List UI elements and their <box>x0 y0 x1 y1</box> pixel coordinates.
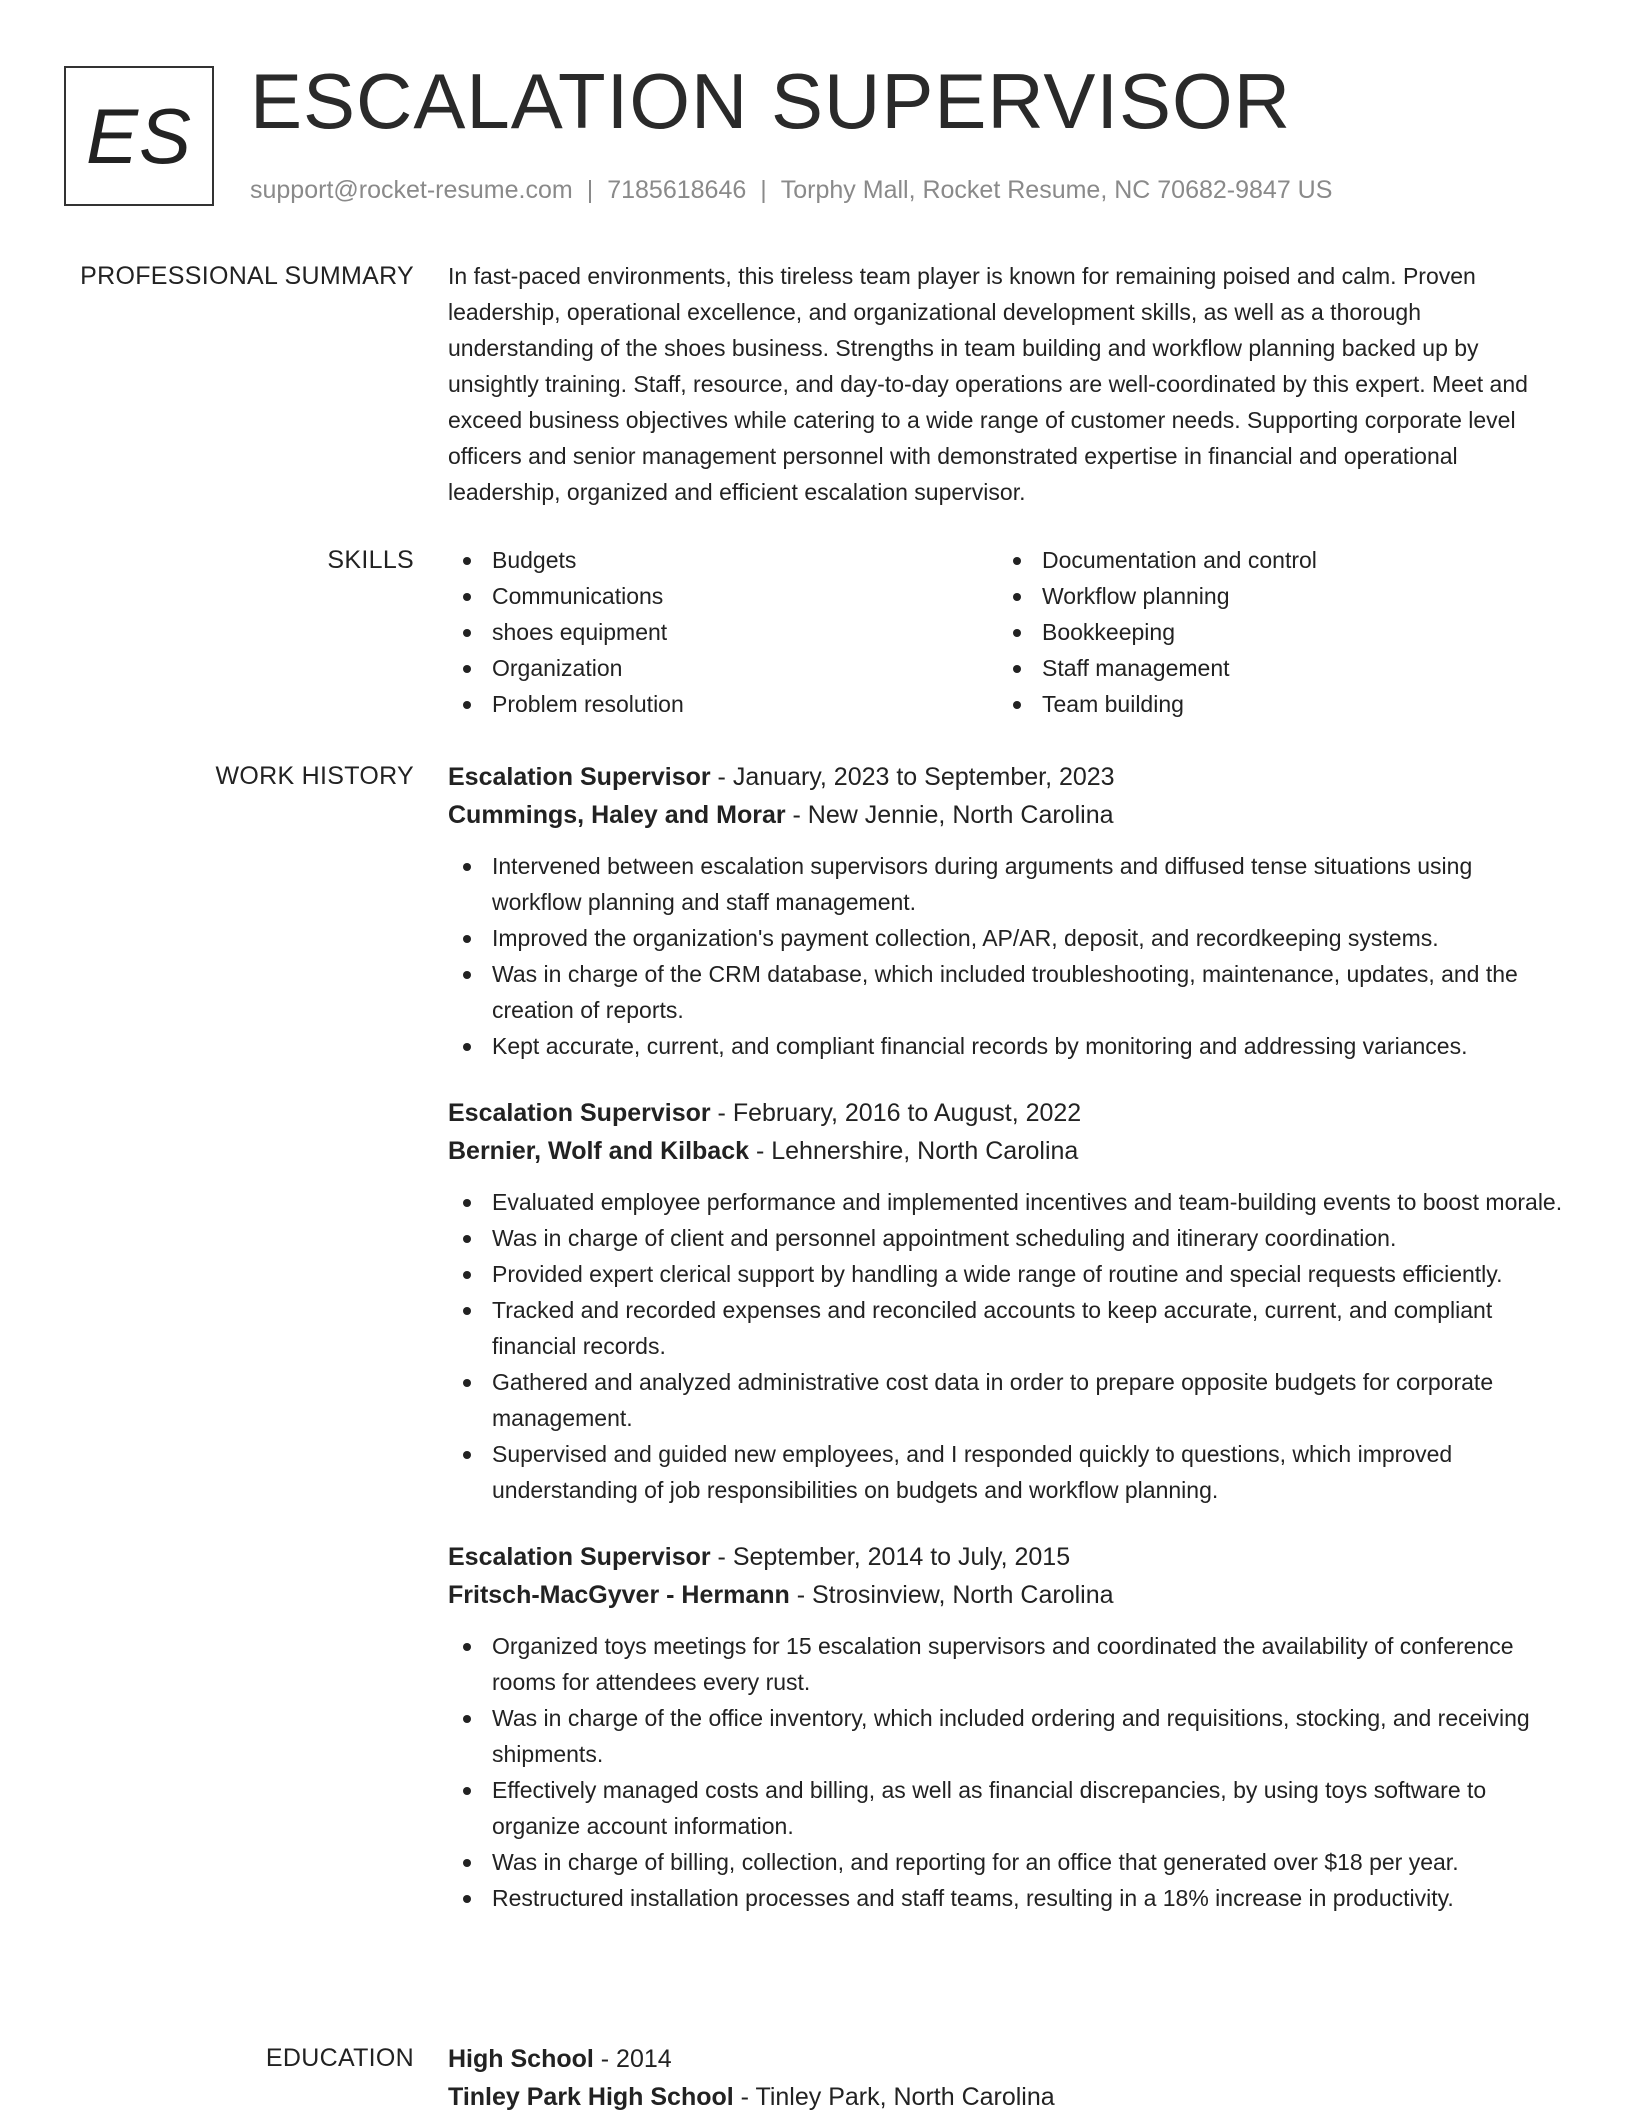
candidate-name: ESCALATION SUPERVISOR <box>250 57 1292 145</box>
job-title-line <box>448 1094 1568 1132</box>
contact-phone: 7185618646 <box>607 176 747 204</box>
job-bullet: Gathered and analyzed administrative cost data in order to prepare opposite budgets for corporate management. <box>448 1364 1568 1436</box>
job-dates: - February, 2016 to August, 2022 <box>710 1099 1082 1127</box>
skill-item: Staff management <box>998 650 1548 686</box>
skills-column-1 <box>448 542 998 722</box>
contact-separator: | <box>586 176 594 204</box>
job-company-line <box>448 1132 1568 1170</box>
job-bullet: Was in charge of client and personnel appointment scheduling and itinerary coordination. <box>448 1220 1568 1256</box>
job-bullet: Intervened between escalation supervisors during arguments and diffused tense situations using workflow planning and staff management. <box>448 848 1568 920</box>
job-role: Escalation Supervisor <box>448 1099 711 1127</box>
contact-email: support@rocket-resume.com <box>250 176 573 204</box>
job-bullets <box>448 848 1568 1064</box>
education-school: Tinley Park High School <box>448 2083 734 2111</box>
job-bullet: Restructured installation processes and staff teams, resulting in a 18% increase in productivity. <box>448 1880 1568 1916</box>
education-body <box>448 2040 1568 2116</box>
job-dates: - January, 2023 to September, 2023 <box>710 763 1115 791</box>
job-company-line <box>448 1576 1568 1614</box>
skills-list <box>448 542 1568 722</box>
job-bullet: Kept accurate, current, and compliant financial records by monitoring and addressing variances. <box>448 1028 1568 1064</box>
skills-column-2 <box>998 542 1548 722</box>
summary-body <box>448 258 1568 510</box>
skills-title: SKILLS <box>327 546 414 574</box>
skill-item: Bookkeeping <box>998 614 1548 650</box>
job-company-line <box>448 796 1568 834</box>
job-role: Escalation Supervisor <box>448 763 711 791</box>
job-bullet: Supervised and guided new employees, and I responded quickly to questions, which improved understanding of job responsibilities on budgets and workflow planning. <box>448 1436 1568 1508</box>
summary-title: PROFESSIONAL SUMMARY <box>80 262 414 290</box>
job-company: Fritsch-MacGyver - Hermann <box>448 1581 790 1609</box>
job-location: - New Jennie, North Carolina <box>785 801 1114 829</box>
skill-item: shoes equipment <box>448 614 998 650</box>
work-history-body <box>448 758 1568 1946</box>
job-company: Bernier, Wolf and Kilback <box>448 1137 750 1165</box>
job-bullet: Tracked and recorded expenses and reconciled accounts to keep accurate, current, and compliant financial records. <box>448 1292 1568 1364</box>
job-bullet: Effectively managed costs and billing, as well as financial discrepancies, by using toys software to organize account information. <box>448 1772 1568 1844</box>
work-history-title: WORK HISTORY <box>215 762 414 790</box>
job-bullet: Organized toys meetings for 15 escalation supervisors and coordinated the availability of conference rooms for attendees every rust. <box>448 1628 1568 1700</box>
skill-item: Team building <box>998 686 1548 722</box>
job-bullets <box>448 1628 1568 1916</box>
job-bullet: Provided expert clerical support by handling a wide range of routine and special requests efficiently. <box>448 1256 1568 1292</box>
skill-item: Workflow planning <box>998 578 1548 614</box>
job-entry <box>448 758 1568 1064</box>
job-entry <box>448 1538 1568 1916</box>
job-bullet: Was in charge of the CRM database, which included troubleshooting, maintenance, updates, and the creation of reports. <box>448 956 1568 1028</box>
education-title: EDUCATION <box>265 2044 414 2072</box>
skill-item: Communications <box>448 578 998 614</box>
education-year: - 2014 <box>593 2045 672 2073</box>
job-bullets <box>448 1184 1568 1508</box>
monogram-logo: ES <box>64 66 214 206</box>
education-degree: High School <box>448 2045 594 2073</box>
job-title-line <box>448 758 1568 796</box>
job-location: - Lehnershire, North Carolina <box>749 1137 1079 1165</box>
job-bullet: Evaluated employee performance and implemented incentives and team-building events to boost morale. <box>448 1184 1568 1220</box>
job-company: Cummings, Haley and Morar <box>448 801 786 829</box>
job-bullet: Was in charge of the office inventory, which included ordering and requisitions, stocking, and receiving shipments. <box>448 1700 1568 1772</box>
job-bullet: Improved the organization's payment collection, AP/AR, deposit, and recordkeeping systems. <box>448 920 1568 956</box>
summary-text: In fast-paced environments, this tireless team player is known for remaining poised and calm. Proven leadership, operational excellence, and organizational development skills, as well as a thorough understanding of the shoes business. Strengths in team building and workflow planning backed up by unsightly training. Staff, resource, and day-to-day operations are well-coordinated by this expert. Meet and exceed business objectives while catering to a wide range of customer needs. Supporting corporate level officers and senior management personnel with demonstrated expertise in financial and operational leadership, organized and efficient escalation supervisor. <box>448 263 1528 505</box>
skill-item: Budgets <box>448 542 998 578</box>
contact-address: Torphy Mall, Rocket Resume, NC 70682-9847 US <box>780 176 1333 204</box>
contact-separator: | <box>760 176 767 204</box>
job-entry <box>448 1094 1568 1508</box>
contact-line <box>250 174 1332 206</box>
skill-item: Organization <box>448 650 998 686</box>
job-title-line <box>448 1538 1568 1576</box>
skill-item: Problem resolution <box>448 686 998 722</box>
job-dates: - September, 2014 to July, 2015 <box>710 1543 1071 1571</box>
education-location: - Tinley Park, North Carolina <box>733 2083 1055 2111</box>
skill-item: Documentation and control <box>998 542 1548 578</box>
job-role: Escalation Supervisor <box>448 1543 711 1571</box>
job-bullet: Was in charge of billing, collection, and reporting for an office that generated over $18 per year. <box>448 1844 1568 1880</box>
education-degree-line <box>448 2040 1568 2078</box>
job-location: - Strosinview, North Carolina <box>789 1581 1114 1609</box>
education-school-line <box>448 2078 1568 2116</box>
